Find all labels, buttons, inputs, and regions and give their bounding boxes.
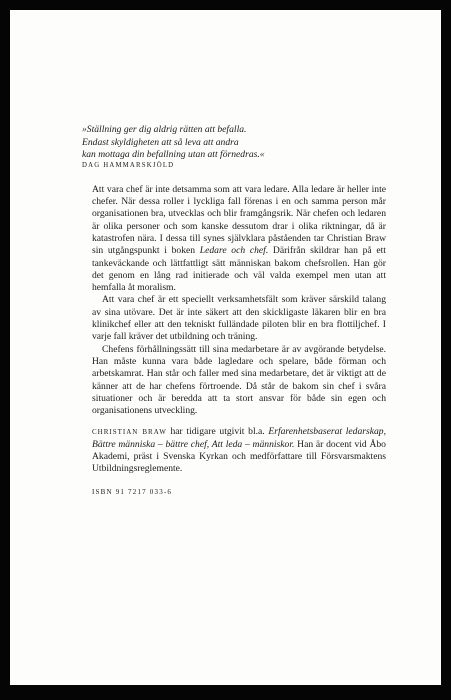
description-paragraph: Att vara chef är ett speciellt verksamhetsfält som kräver särskild talang av sina utövare. Det är inte säkert att den skickligaste läkaren blir en bra klinikchef eller att den tekniskt fulländade piloten blir en bra flottiljchef. I varje fall kräver det utbildning och träning. bbox=[92, 294, 386, 343]
bio-works: Erfarenhetsbaserat ledarskap, Bättre människa – bättre chef, Att leda – människor. bbox=[92, 426, 386, 450]
epigraph-line: »Ställning ger dig aldrig rätten att befalla. bbox=[82, 124, 247, 135]
epigraph-line: kan mottaga din befallning utan att förnedras.« bbox=[82, 149, 265, 161]
epigraph-line: Endast skyldigheten att så leva att andra bbox=[82, 136, 239, 148]
paragraph-text: Därifrån skildrar han på ett tankeväckande och lättfattligt sätt människan bakom chefsrollen. Han gör det genom en lång rad initierade och väl valda exempel men utan att hemfalla åt moralism. bbox=[92, 245, 386, 294]
bio-text: har tidigare utgivit bl.a. bbox=[166, 426, 269, 438]
bio-text: Han är docent vid Åbo Akademi, präst i Svenska Kyrkan och medförfattare till Försvarsmaktens Utbildningsreglemente. bbox=[92, 438, 386, 475]
isbn: ISBN 91 7217 033-6 bbox=[92, 487, 173, 496]
description-paragraph bbox=[92, 184, 386, 295]
author-name: CHRISTIAN BRAW bbox=[92, 428, 167, 437]
book-back-cover bbox=[10, 10, 441, 685]
author-bio bbox=[92, 426, 386, 475]
book-title: Ledare och chef. bbox=[199, 245, 269, 257]
paragraph-text: Att vara chef är inte detsamma som att vara ledare. Alla ledare är heller inte chefer. När dessa roller i lyckliga fall förenas i en och samma person mår organisationen bra, utvecklas och blir framgångsrik. När chefen och ledaren är olika personer och som kanske dessutom drar i olika riktningar, då är katastrofen nära. I dessa till synes självklara påståenden tar Christian Braw sin utgångspunkt i boken bbox=[92, 183, 386, 257]
description-paragraph: Chefens förhållningssätt till sina medarbetare är av avgörande betydelse. Han måste kunna vara både lagledare och spelare, både förman och arbetskamrat. Han står och faller med sina medarbetare, det är viktigt att de känner att de har chefens förtroende. Då står de bakom sin chef i svåra situationer och är beredda att ta stort ansvar för både sin egen och organisationens utveckling. bbox=[92, 343, 386, 417]
epigraph-quote bbox=[82, 124, 386, 162]
epigraph-author: DAG HAMMARSKJÖLD bbox=[82, 161, 175, 169]
description bbox=[92, 184, 386, 496]
cover-text bbox=[82, 124, 386, 496]
